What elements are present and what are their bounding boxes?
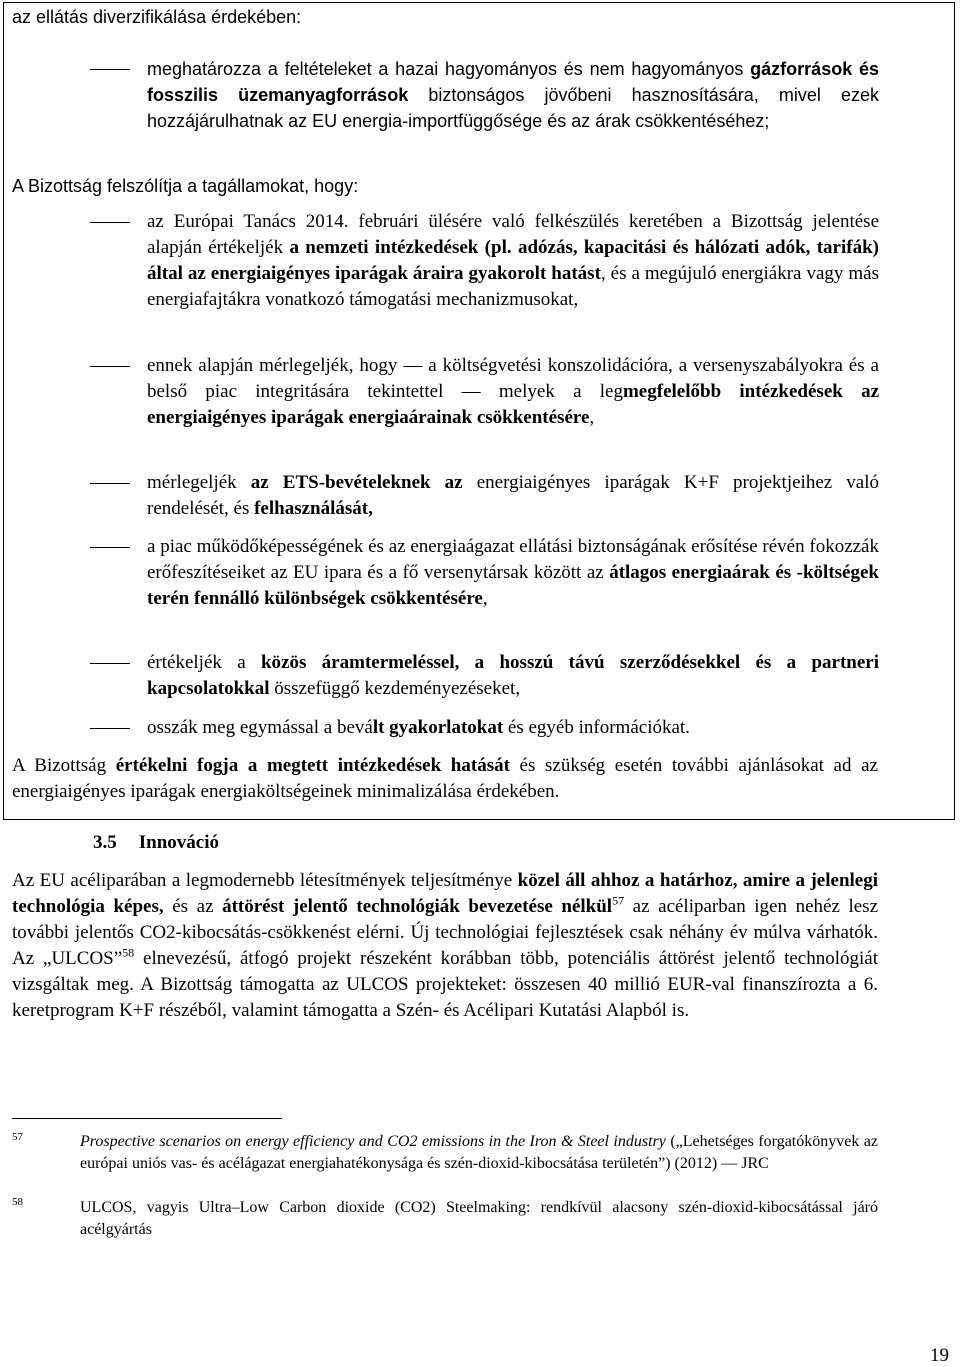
section-heading (93, 830, 219, 856)
section-title: Innováció (138, 832, 219, 853)
dash-bullet (90, 483, 130, 484)
body-paragraph: Az EU acéliparában a legmodernebb létesítmények teljesítménye közel áll ahhoz a határhoz, amire a jelenlegi technológia képes, és az áttörést jelentő technológiák bevezetése nélkül$^{57}$ az acéliparban igen nehéz lesz további jelentős CO2-kibocsátás-csökkenést elérni. Új technológiai fejlesztések csak néhány év múlva várhatók. Az „ULCOS”$^{58}$ elnevezésű, átfogó projekt részeként korábban több, potenciális áttörést jelentő technológiát vizsgáltak meg. A Bizottság támogatta az ULCOS projekteket: összesen 40 millió EUR-val finanszírozta a 6. keretprogram K+F részéből, valamint támogatta a Szén- és Acélipari Kutatási Alapból is. (12, 870, 879, 1021)
list-item-text: az Európai Tanács 2014. februári ülésére való felkészülés keretében a Bizottság jelentése alapján értékeljék a nemzeti intézkedések (pl. adózás, kapacitási és hálózati adók, tarifák) által az energiaigényes iparágak áraira gyakorolt hatást, és a megújuló energiákra vagy más energiafajtákra vonatkozó támogatási mechanizmusokat, (147, 211, 879, 310)
dash-bullet (90, 663, 130, 664)
list-item-text: ennek alapján mérlegeljék, hogy — a költségvetési konszolidációra, a versenyszabályokra és a belső piac integritására tekintettel — melyek a legmegfelelőbb intézkedések az energiaigényes iparágak energiaárainak csökkentésére, (147, 355, 880, 428)
page-number: 19 (930, 1345, 949, 1366)
list-item-text: a piac működőképességének és az energiaágazat ellátási biztonságának erősítése révén fokozzák erőfeszítéseiket az EU ipara és a fő versenytársak között az átlagos energiaárak és -költségek terén fennálló különbségek csökkentésére, (147, 536, 879, 609)
footnote-ref[interactable]: 57 (612, 893, 625, 908)
footnote-mark: 58 (12, 1196, 23, 1208)
footnote-58: ULCOS, vagyis Ultra–Low Carbon dioxide (CO2) Steelmaking: rendkívül alacsony szén-dioxid-kibocsátással járó acélgyártás (80, 1199, 878, 1238)
box-closing-paragraph: A Bizottság értékelni fogja a megtett intézkedések hatását és szükség esetén további ajánlásokat ad az energiaigényes iparágak energiaköltségeinek minimalizálása érdekében. (12, 755, 878, 802)
box-intro: az ellátás diverzifikálása érdekében: (12, 7, 302, 27)
footnote-57: Prospective scenarios on energy efficiency and CO2 emissions in the Iron & Steel industry („Lehetséges forgatókönyvek az európai uniós vas- és acélágazat energiahatékonysága és szén-dioxid-kibocsátása területén”) (2012) — JRC (80, 1133, 879, 1172)
dash-bullet (90, 222, 130, 223)
footnote-mark: 57 (12, 1131, 23, 1143)
dash-bullet (90, 366, 130, 367)
list-item-text: értékeljék a közös áramtermeléssel, a hosszú távú szerződésekkel és a partneri kapcsolatokkal összefüggő kezdeményezéseket, (147, 652, 879, 699)
dash-bullet (90, 69, 130, 70)
footnote-ref[interactable]: 58 (122, 945, 135, 960)
list-item-text: mérlegeljék az ETS-bevételeknek az energiaigényes iparágak K+F projektjeihez való rendelését, és felhasználását, (147, 472, 879, 519)
dash-bullet (90, 728, 130, 729)
dash-bullet (90, 547, 130, 548)
list-item-text: meghatározza a feltételeket a hazai hagyományos és nem hagyományos gázforrások és fosszilis üzemanyagforrások biztonságos jövőbeni hasznosítására, mivel ezek hozzájárulhatnak az EU energia-importfüggősége és az árak csökkentéséhez; (147, 59, 879, 131)
list-item-text: osszák meg egymással a bevált gyakorlatokat és egyéb információkat. (147, 717, 690, 738)
section-number: 3.5 (93, 832, 117, 853)
box-lead-2: A Bizottság felszólítja a tagállamokat, hogy: (12, 176, 359, 196)
footnote-separator (12, 1118, 282, 1119)
